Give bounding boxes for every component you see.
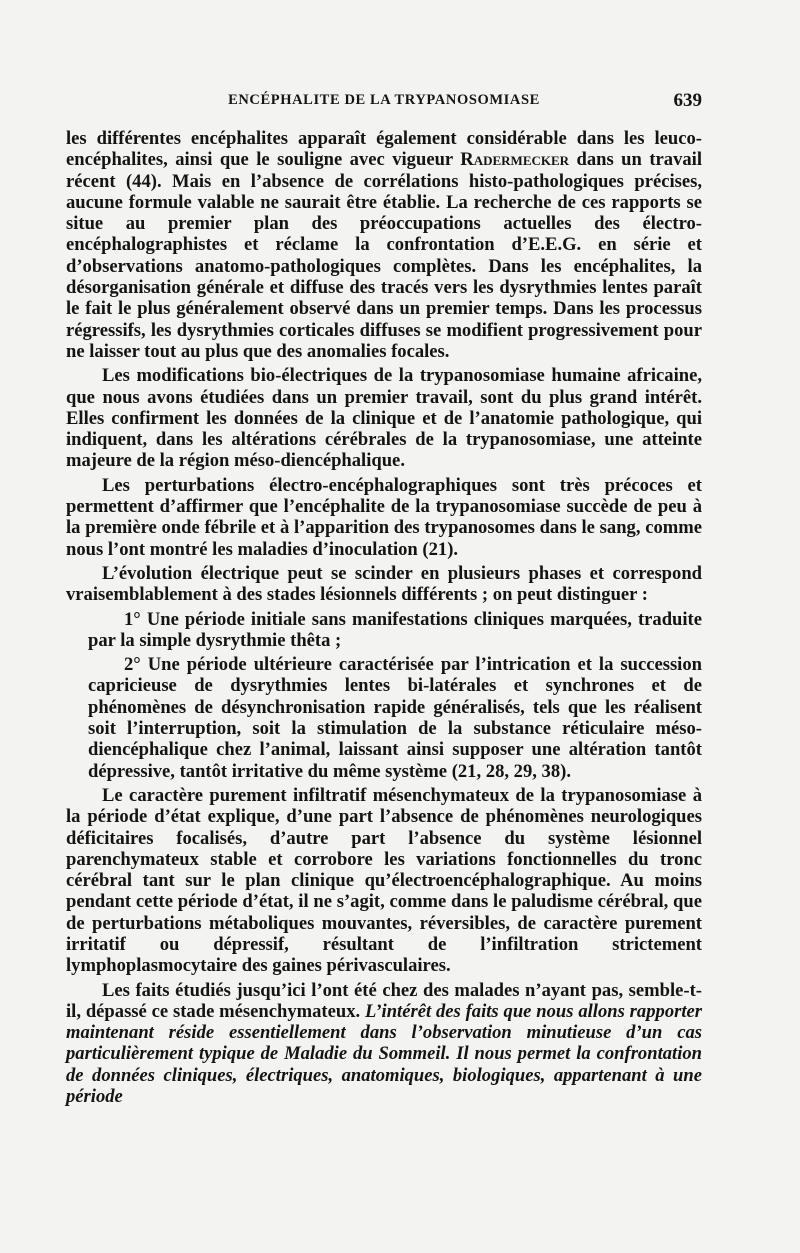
list-item-text: 2° Une période ultérieure caractérisée par l’intrication et la succession capricieuse de dysrythmies lentes bi-latérales et synchrones et de phénomènes de désynchronisation rapide généralisés, tels que les réalisent soit l’interruption, soit la stimulation de la substance réticulaire méso-diencéphalique chez l’animal, laissant ainsi supposer une altération tantôt dépressive, tantôt irritative du même système (21, 28, 29, 38).: [88, 654, 702, 782]
italic-text: L’intérêt des faits que nous allons rapporter maintenant réside essentiellement dans l’observation minutieuse d’un cas particulièrement typique de Maladie du Sommeil. Il nous permet la confrontation de données cliniques, électriques, anatomiques, biologiques, appartenant à une période: [66, 1000, 703, 1108]
paragraph: [66, 980, 702, 1108]
paragraph-text: L’évolution électrique peut se scinder en plusieurs phases et correspond vraisemblablement à des stades lésionnels différents ; on peut distinguer :: [66, 562, 702, 606]
list-item: [88, 654, 702, 782]
paragraph-text: Les faits étudiés jusqu’ici l’ont été chez des malades n’ayant pas, semble-t-il, dépassé ce stade mésenchymateux.: [66, 979, 702, 1022]
list-item: [88, 609, 702, 652]
paragraph-text: les différentes encéphalites apparaît également considérable dans les leuco-encéphalites, ainsi que le souligne avec vigueur: [66, 128, 702, 171]
running-title: ENCÉPHALITE DE LA TRYPANOSOMIASE: [228, 92, 540, 108]
paragraph: [66, 785, 702, 977]
list-item-text: 1° Une période initiale sans manifestations cliniques marquées, traduite par la simple dysrythmie thêta ;: [88, 608, 702, 651]
paragraph-text: Les perturbations électro-encéphalographiques sont très précoces et permettent d’affirmer que l’encéphalite de la trypanosomiase succède de peu à la première onde fébrile et à l’apparition des trypanosomes dans le sang, comme nous l’ont montré les maladies d’inoculation (21).: [66, 474, 702, 560]
paragraph: [66, 563, 702, 606]
paragraph: [66, 365, 702, 471]
paragraph-text: Le caractère purement infiltratif mésenchymateux de la trypanosomiase à la période d’état explique, d’une part l’absence de phénomènes neurologiques déficitaires focalisés, d’autre part l’absence du système lésionnel parenchymateux stable et corrobore les variations fonctionnelles du tronc cérébral tant sur le plan clinique qu’électroencéphalographique. Au moins pendant cette période d’état, il ne s’agit, comme dans le paludisme cérébral, que de perturbations métaboliques mouvantes, réversibles, de caractère purement irritatif ou dépressif, résultant de l’infiltration strictement lymphoplasmocytaire des gaines périvasculaires.: [66, 784, 702, 977]
paragraph: [66, 475, 702, 560]
page-number: 639: [673, 90, 702, 111]
author-name: Radermecker: [460, 149, 570, 171]
paragraph-text: Les modifications bio-électriques de la trypanosomiase humaine africaine, que nous avons étudiées dans un premier travail, sont du plus grand intérêt. Elles confirment les données de la clinique et de l’anatomie pathologique, qui indiquent, dans les altérations cérébrales de la trypanosomiase, une atteinte majeure de la région méso-diencéphalique.: [66, 365, 702, 472]
paragraph-text: dans un travail récent (44). Mais en l’absence de corrélations histo-pathologiques précises, aucune formule valable ne saurait être établie. La recherche de ces rapports se situe au premier plan des préoccupations actuelles des électro-encéphalographistes et réclame la confrontation d’E.E.G. en série et d’observations anatomo-pathologiques complètes. Dans les encéphalites, la désorganisation générale et diffuse des tracés vers les dysrythmies lentes paraît le fait le plus généralement observé dans un premier temps. Dans les processus régressifs, les dysrythmies corticales diffuses se modifient progressivement pour ne laisser tout au plus que des anomalies focales.: [66, 149, 702, 362]
page-header: [66, 90, 702, 114]
paragraph: [66, 128, 702, 362]
body-text: [66, 128, 702, 1110]
